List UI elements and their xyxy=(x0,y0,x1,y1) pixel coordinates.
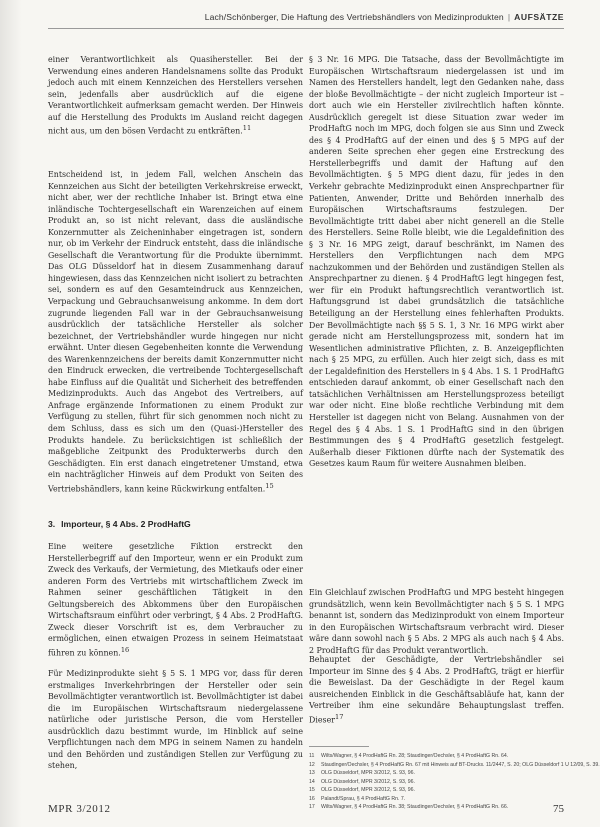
running-head-section: AUFSÄTZE xyxy=(514,12,564,22)
footnote-item xyxy=(309,803,564,812)
running-head-title: Lach/Schönberger, Die Haftung des Vertriebshändlers von Medizinprodukten xyxy=(204,12,504,22)
section-title: Importeur, § 4 Abs. 2 ProdHaftG xyxy=(61,519,191,529)
running-head xyxy=(205,12,564,22)
footnote-text: OLG Düsseldorf, MPR 3/2012, S. 93, 96. xyxy=(321,778,415,785)
scan-edge-shadow xyxy=(0,0,22,827)
footnote-text: Staudinger/Oechsler, § 4 ProdHaftG Rn. 67 mit Hinweis auf BT-Drucks. 11/2447, S. 20; OLG Düsseldorf 1 U 12/09, S. 39. xyxy=(321,761,600,768)
header-rule xyxy=(48,28,564,29)
footnote-number: 17 xyxy=(309,804,315,810)
body-paragraph xyxy=(309,54,564,578)
paragraph-text: Eine weitere gesetzliche Fiktion erstreckt den Herstellerbegriff auf den Importeur, wenn er ein Produkt zum Zweck des Verkaufs, der Vermietung, des Mietkaufs oder einer anderen Form des Vertriebs mit wirtschaftlichem Zweck im Rahmen seiner geschäftlichen Tätigkeit in den Geltungsbereich des Abkommens über den Europäischen Wirtschaftsraum einführt oder verbringt, § 4 Abs. 2 ProdHaftG. Zweck dieser Vorschrift ist es, dem Verbraucher zu ermöglichen, einen etwaigen Prozess in seinem Heimatstaat führen zu können. xyxy=(48,542,303,658)
right-column xyxy=(309,54,564,725)
body-paragraph xyxy=(48,668,303,774)
paragraph-text: Für Medizinprodukte sieht § 5 S. 1 MPG vor, dass für deren erstmaliges Inverkehrbringen der Hersteller oder sein Bevollmächtigter verantwortlich ist. Bevollmächtigter ist dabei die im Europäischen Wirtschaftsraum niedergelassene natürliche oder juristische Person, die vom Hersteller ausdrücklich dazu bestimmt wurde, im Hinblick auf seine Verpflichtungen nach dem MPG in seinem Namen zu handeln und den Behörden und zuständigen Stellen zur Verfügung zu stehen, xyxy=(48,669,303,771)
footnote-item xyxy=(309,761,600,770)
left-column xyxy=(48,54,303,774)
footnotes xyxy=(309,752,600,812)
footnote-ref[interactable]: 15 xyxy=(265,481,274,490)
footnote-item xyxy=(309,769,564,778)
footnote-number: 14 xyxy=(309,778,315,785)
footnote-item xyxy=(309,752,564,761)
footnote-item xyxy=(309,795,564,804)
paragraph-text: einer Verantwortlichkeit als Quasihersteller. Bei der Verwendung eines anderen Handelsnamens sollte das Produkt jedoch auch mit einem Kennzeichen des Herstellers versehen sein, jedenfalls aber ausdrücklich auf die eigene Verantwortlichkeit aufmerksam gemacht werden. Der Hinweis auf die Herstellung des Produkts im Ausland reicht dagegen nicht aus, um den bösen Verdacht zu entkräften. xyxy=(48,55,303,136)
footnote-item xyxy=(309,786,564,795)
footnote-text: Palandt/Sprau, § 4 ProdHaftG Rn. 7. xyxy=(321,795,406,802)
body-paragraph xyxy=(309,654,564,725)
paragraph-text: Behauptet der Geschädigte, der Vertriebshändler sei Importeur im Sinne des § 4 Abs. 2 ProdHaftG, trägt er hierfür die Beweislast. Da der Geschädigte in der Regel kaum ausreichenden Einblick in die Geschäftsabläufe hat, kann der Vertreiber ihm eine sekundäre Behauptungslast treffen. Dieser xyxy=(309,655,564,725)
footnote-number: 13 xyxy=(309,770,315,776)
footnote-number: 15 xyxy=(309,787,315,793)
footnote-text: OLG Düsseldorf, MPR 3/2012, S. 93, 96. xyxy=(321,770,415,776)
footnote-text: OLG Düsseldorf, MPR 3/2012, S. 93, 96. xyxy=(321,787,415,793)
footnote-rule xyxy=(309,746,369,747)
paragraph-text: Entscheidend ist, in jedem Fall, welchen Anschein das Kennzeichen aus Sicht der beteiligten Verkehrskreise erweckt, nicht aber, wer der rechtliche Inhaber ist. Bringt etwa eine inländische Tochtergesellschaft ein Warenzeichen auf einem Produkt an, so ist nicht relevant, dass die ausländische Konzernmutter als Zeicheninhaber eingetragen ist, sondern nur, ob im Verkehr der Eindruck entsteht, dass die inländische Gesellschaft die Verantwortung für die Produkte übernimmt. Das OLG Düsseldorf hat in diesem Zusammenhang darauf hingewiesen, dass das Kennzeichen nicht isoliert zu betrachten sei, sondern es auf den Gesamteindruck aus Kennzeichen, Verpackung und Gebrauchsanweisung ankomme. In dem dort zugrunde liegenden Fall war in der Gebrauchsanweisung ausdrücklich der tatsächliche Hersteller als solcher bezeichnet, der Vertriebshändler wurde hingegen nur nicht erwähnt. Unter diesen Gegebenheiten konnte die Verwendung des Warenkennzeichens der bereits damit Konzernmutter nicht den Eindruck erwecken, die vertreibende Tochtergesellschaft habe Einfluss auf die Qualität und Sicherheit des betreffenden Medizinprodukts. Auch das Angebot des Vertreibers, auf Anfrage ergänzende Informationen zu einem Produkt zur Verfügung zu stellen, führt für sich genommen noch nicht zu dem Schluss, dass es sich um den (Quasi-)Hersteller des Produkts handele. Zu berücksichtigen ist schließlich der maßgebliche Zeitpunkt des Produkterwerbs durch den Geschädigten. Ein erst danach eingetretener Umstand, etwa ein nachträglicher Hinweis auf dem Produkt von Seiten des Vertriebshändlers, kann keine Rückwirkung entfalten. xyxy=(48,170,303,494)
footnote-ref[interactable]: 16 xyxy=(120,645,130,654)
body-paragraph xyxy=(48,541,303,659)
body-paragraph xyxy=(48,54,303,160)
section-heading xyxy=(48,519,303,529)
body-paragraph xyxy=(48,169,303,505)
journal-issue: MPR 3/2012 xyxy=(48,803,111,815)
footnote-item xyxy=(309,778,564,787)
body-paragraph xyxy=(309,587,564,655)
footnote-text: Wilts/Wagner, § 4 ProdHaftG Rn. 38; Staudinger/Oechsler, § 4 ProdHaftG Rn. 66. xyxy=(321,804,509,810)
footnote-number: 12 xyxy=(309,761,315,768)
paragraph-text: § 3 Nr. 16 MPG. Die Tatsache, dass der Bevollmächtigte im Europäischen Wirtschaftsraum niedergelassen ist und im Namen des Herstellers handelt, legt den Gedanken nahe, dass der bloße Bevollmächtigte – der nicht zugleich Importeur ist – dort auch wie ein Hersteller zivilrechtlich haften könnte. Ausdrücklich geregelt ist diese Situation zwar weder im ProdHaftG noch im MPG, doch folgen sie aus Sinn und Zweck des § 4 ProdHaftG auf der einen und des § 5 MPG auf der anderen Seite sprechen eher gegen eine Erstreckung des Herstellerbegriffs und damit der Haftung auf den Bevollmächtigten. § 5 MPG dient dazu, für jedes in den Verkehr gebrachte Medizinprodukt einen Ansprechpartner für Patienten, Anwender, Dritte und Behörden innerhalb des Europäischen Wirtschaftsraums festzulegen. Der Bevollmächtigte tritt dabei aber nicht generell an die Stelle des Herstellers. Seine Rolle bleibt, wie die Legaldefinition des § 3 Nr. 16 MPG zeigt, darauf beschränkt, im Namen des Herstellers den Verpflichtungen nach dem MPG nachzukommen und der Behörden und zuständigen Stellen als Ansprechpartner zu dienen. § 4 ProdHaftG legt hingegen fest, wer für ein Produkt haftungsrechtlich verantwortlich ist. Haftungsgrund ist dabei grundsätzlich die tatsächliche Beteiligung an der Herstellung eines fehlerhaften Produkts. Der Bevollmächtigte nach §§ 5 S. 1, 3 Nr. 16 MPG wirkt aber gerade nicht am Herstellungsprozess mit, sondern hat im Wesentlichen administrative Pflichten, z. B. Anzeigepflichten nach § 25 MPG, zu erfüllen. Auch hier zeigt sich, dass es mit der Legaldefinition des Herstellers in § 4 Abs. 1 S. 1 ProdHaftG entschieden darauf ankommt, ob einer Gesellschaft nach den tatsächlichen Verhältnissen am Herstellungsprozess beteiligt war oder nicht. Eine bloße rechtliche Verbindung mit dem Hersteller ist dagegen nicht von Belang. Ausnahmen von der Regel des § 4 Abs. 1 S. 1 ProdHaftG sind in den übrigen Bestimmungen des § 4 ProdHaftG gesetzlich festgelegt. Außerhalb dieser Fiktionen dürfte nach der Systematik des Gesetzes kaum Raum für weitere Ausnahmen bleiben. xyxy=(309,55,564,469)
paragraph-text: Ein Gleichlauf zwischen ProdHaftG und MPG besteht hingegen grundsätzlich, wenn kein Bevollmächtigter nach § 5 S. 1 MPG benannt ist, sondern das Medizinprodukt von einem Importeur in den Europäischen Wirtschaftsraum verbracht wird. Dieser wäre dann sowohl nach § 5 Abs. 2 MPG als auch nach § 4 Abs. 2 ProdHaftG für das Produkt verantwortlich. xyxy=(309,588,564,655)
footnote-ref[interactable]: 11 xyxy=(242,124,252,133)
page-number: 75 xyxy=(553,803,564,815)
footnote-text: Wilts/Wagner, § 4 ProdHaftG Rn. 28; Staudinger/Oechsler, § 4 ProdHaftG Rn. 64. xyxy=(321,753,509,759)
section-number: 3. xyxy=(48,519,56,529)
footnote-number: 11 xyxy=(309,753,315,759)
footnote-number: 16 xyxy=(309,795,315,802)
running-head-separator: | xyxy=(507,12,511,22)
footnote-ref[interactable]: 17 xyxy=(335,712,344,721)
